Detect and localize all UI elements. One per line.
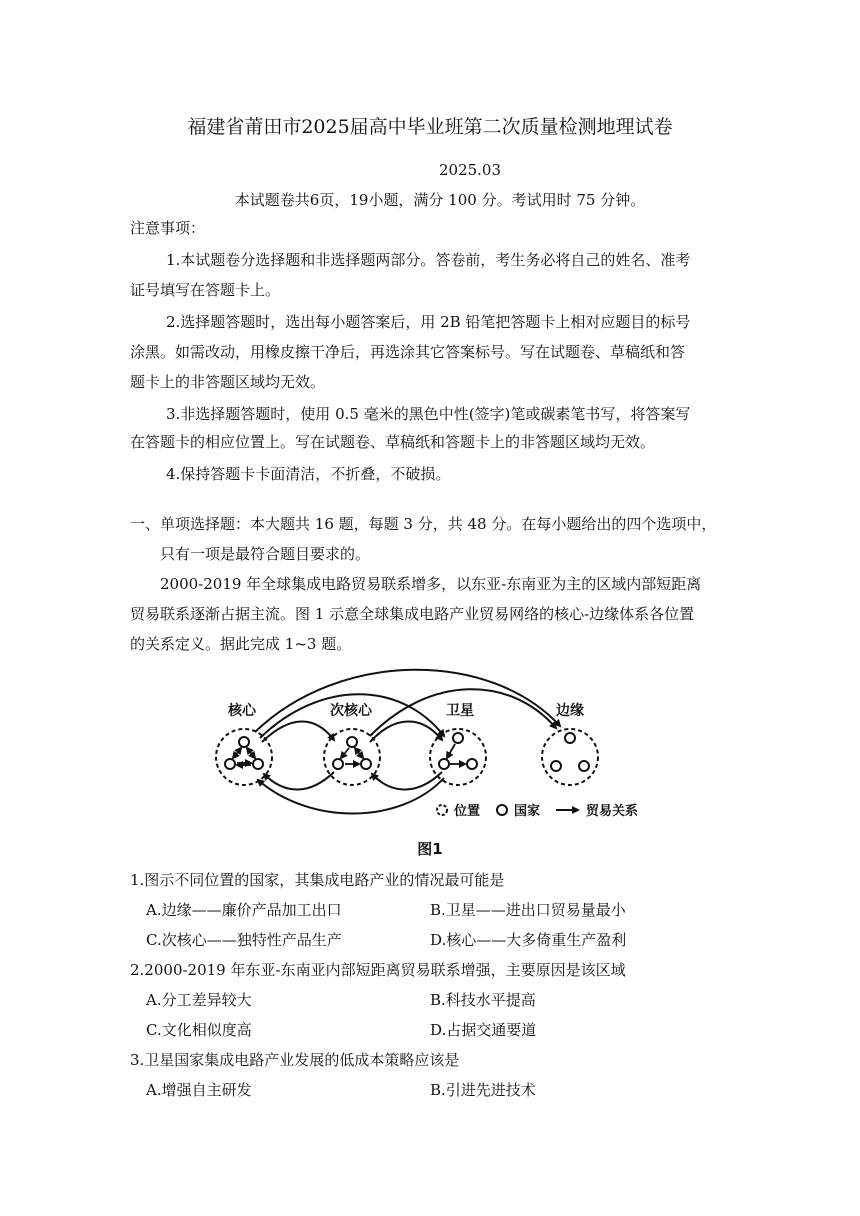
notice-item-4: 4.保持答题卡卡面清洁，不折叠，不破损。 <box>166 465 451 483</box>
label-periphery: 边缘 <box>556 703 584 719</box>
q1-option-c: C.次核心——独特性产品生产 <box>146 931 342 949</box>
label-satellite: 卫星 <box>446 703 474 719</box>
country-node <box>565 733 575 743</box>
notice-item-3-line-1: 3.非选择题答题时，使用 0.5 毫米的黑色中性(签字)笔或碳素笔书写，将答案写 <box>166 405 691 423</box>
q2-option-c: C.文化相似度高 <box>146 1021 252 1039</box>
notice-item-2-line-3: 题卡上的非答题区域均无效。 <box>130 373 326 391</box>
question-1-stem: 1.图示不同位置的国家，其集成电路产业的情况最可能是 <box>130 871 505 889</box>
country-node <box>225 759 235 769</box>
passage-line-2: 贸易联系逐渐占据主流。图 1 示意全球集成电路产业贸易网络的核心-边缘体系各位置 <box>130 605 695 623</box>
q1-option-d: D.核心——大多倚重生产盈利 <box>430 931 627 949</box>
q1-option-a: A.边缘——廉价产品加工出口 <box>146 901 342 919</box>
country-node <box>551 761 561 771</box>
q2-option-a: A.分工差异较大 <box>146 991 252 1009</box>
exam-info: 本试题卷共6页，19小题，满分 100 分。考试用时 75 分钟。 <box>234 191 646 209</box>
country-node <box>253 759 263 769</box>
passage-line-1: 2000-2019 年全球集成电路贸易联系增多，以东亚-东南亚为主的区域内部短距离 <box>160 575 702 593</box>
passage-line-3: 的关系定义。据此完成 1~3 题。 <box>130 635 352 653</box>
notice-item-2-line-2: 涂黑。如需改动，用橡皮擦干净后，再选涂其它答案标号。写在试题卷、草稿纸和答 <box>130 343 686 361</box>
country-node <box>439 759 449 769</box>
country-node <box>347 737 357 747</box>
question-2-stem: 2.2000-2019 年东亚-东南亚内部短距离贸易联系增强，主要原因是该区域 <box>130 961 626 979</box>
notice-item-3-line-2: 在答题卡的相应位置上。写在试题卷、草稿纸和答题卡上的非答题区域均无效。 <box>130 433 656 451</box>
legend-country: 国家 <box>514 804 541 819</box>
question-3-stem: 3.卫星国家集成电路产业发展的低成本策略应该是 <box>130 1051 460 1069</box>
legend-trade: 贸易关系 <box>586 804 639 819</box>
country-node <box>579 761 589 771</box>
country-node <box>333 759 343 769</box>
exam-date: 2025.03 <box>438 161 502 179</box>
country-node <box>239 737 249 747</box>
label-subcore: 次核心 <box>330 703 372 719</box>
figure-caption: 图1 <box>417 840 443 858</box>
figure-1-diagram <box>200 660 660 835</box>
legend-position-icon <box>437 805 447 815</box>
notice-item-2-line-1: 2.选择题答题时，选出每小题答案后，用 2B 铅笔把答题卡上相对应题目的标号 <box>166 313 691 331</box>
country-node <box>467 759 477 769</box>
q2-option-b: B.科技水平提高 <box>430 991 536 1009</box>
notice-item-1-line-1: 1.本试题卷分选择题和非选择题两部分。答卷前，考生务必将自己的姓名、准考 <box>166 251 691 269</box>
country-node <box>453 733 463 743</box>
country-node <box>361 759 371 769</box>
q1-option-b: B.卫星——进出口贸易量最小 <box>430 901 626 919</box>
legend-country-icon <box>497 805 507 815</box>
q2-option-d: D.占据交通要道 <box>430 1021 537 1039</box>
legend-position: 位置 <box>454 804 481 819</box>
section-heading-line-1: 一、单项选择题：本大题共 16 题，每题 3 分，共 48 分。在每小题给出的四个选项中， <box>130 515 717 533</box>
section-heading-line-2: 只有一项是最符合题目要求的。 <box>160 545 371 563</box>
q3-option-b: B.引进先进技术 <box>430 1081 536 1099</box>
notice-item-1-line-2: 证号填写在答题卡上。 <box>130 281 281 299</box>
notice-heading: 注意事项： <box>130 219 206 237</box>
page-title: 福建省莆田市2025届高中毕业班第二次质量检测地理试卷 <box>187 116 673 138</box>
label-core: 核心 <box>228 703 256 719</box>
q3-option-a: A.增强自主研发 <box>146 1081 252 1099</box>
